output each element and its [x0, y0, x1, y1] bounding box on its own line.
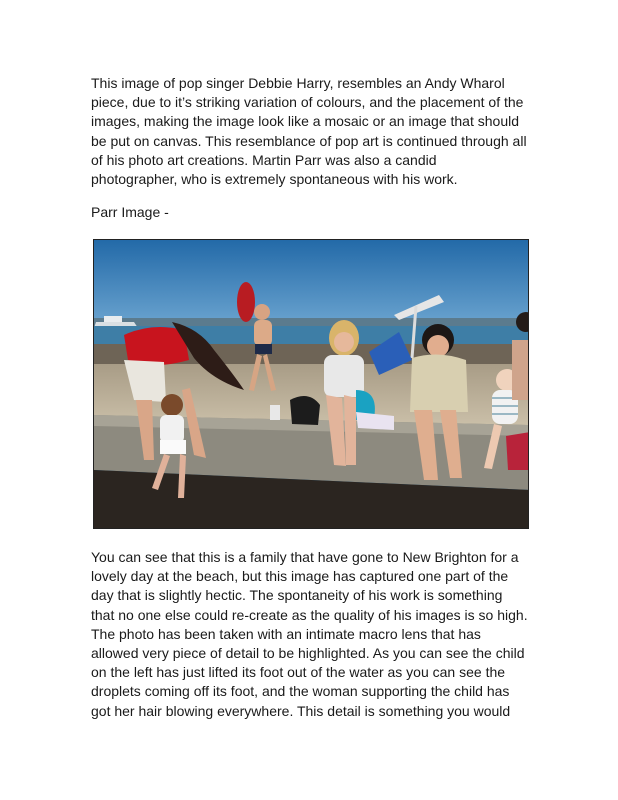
- analysis-paragraph: [91, 548, 551, 721]
- text-line: day that is slightly hectic. The spontaneity of his work is something: [91, 587, 503, 604]
- text-line: photographer, who is extremely spontaneous with his work.: [91, 171, 458, 188]
- text-line: droplets coming off its foot, and the woman supporting the child has: [91, 683, 510, 700]
- boy-head: [254, 304, 270, 320]
- toddler-body: [160, 415, 184, 443]
- black-bag: [290, 396, 320, 425]
- red-ring: [237, 282, 255, 322]
- text-line: You can see that this is a family that have gone to New Brighton for a: [91, 549, 519, 565]
- intro-paragraph: [91, 74, 551, 189]
- tartan-bag: [506, 432, 529, 470]
- text-line: be put on canvas. This resemblance of pop art is continued through all: [91, 132, 527, 149]
- woman-beige-top: [410, 354, 468, 412]
- toddler-head: [161, 394, 183, 416]
- text-line: piece, due to it’s striking variation of colours, and the placement of the: [91, 94, 524, 111]
- photo-illustration: [94, 240, 529, 529]
- beach-family-photo: [93, 239, 529, 529]
- distant-shore: [94, 318, 529, 326]
- text-line: images, making the image look like a mosaic or an image that should: [91, 113, 519, 130]
- section-heading: Parr Image -: [91, 204, 169, 220]
- text-line: allowed very piece of detail to be highlighted. As you can see the child: [91, 645, 525, 662]
- text-line: This image of pop singer Debbie Harry, resembles an Andy Wharol: [91, 75, 505, 91]
- text-line: The photo has been taken with an intimate macro lens that has: [91, 625, 481, 642]
- text-line: lovely day at the beach, but this image has captured one part of the: [91, 568, 509, 585]
- text-line: got her hair blowing everywhere. This detail is something you would: [91, 702, 511, 719]
- text-line: on the left has just lifted its foot out of the water as you can see the: [91, 664, 506, 681]
- text-line: that no one else could re-create as the quality of his images is so high.: [91, 606, 528, 623]
- sky: [94, 240, 529, 325]
- text-line: of his photo art creations. Martin Parr was also a candid: [91, 151, 437, 168]
